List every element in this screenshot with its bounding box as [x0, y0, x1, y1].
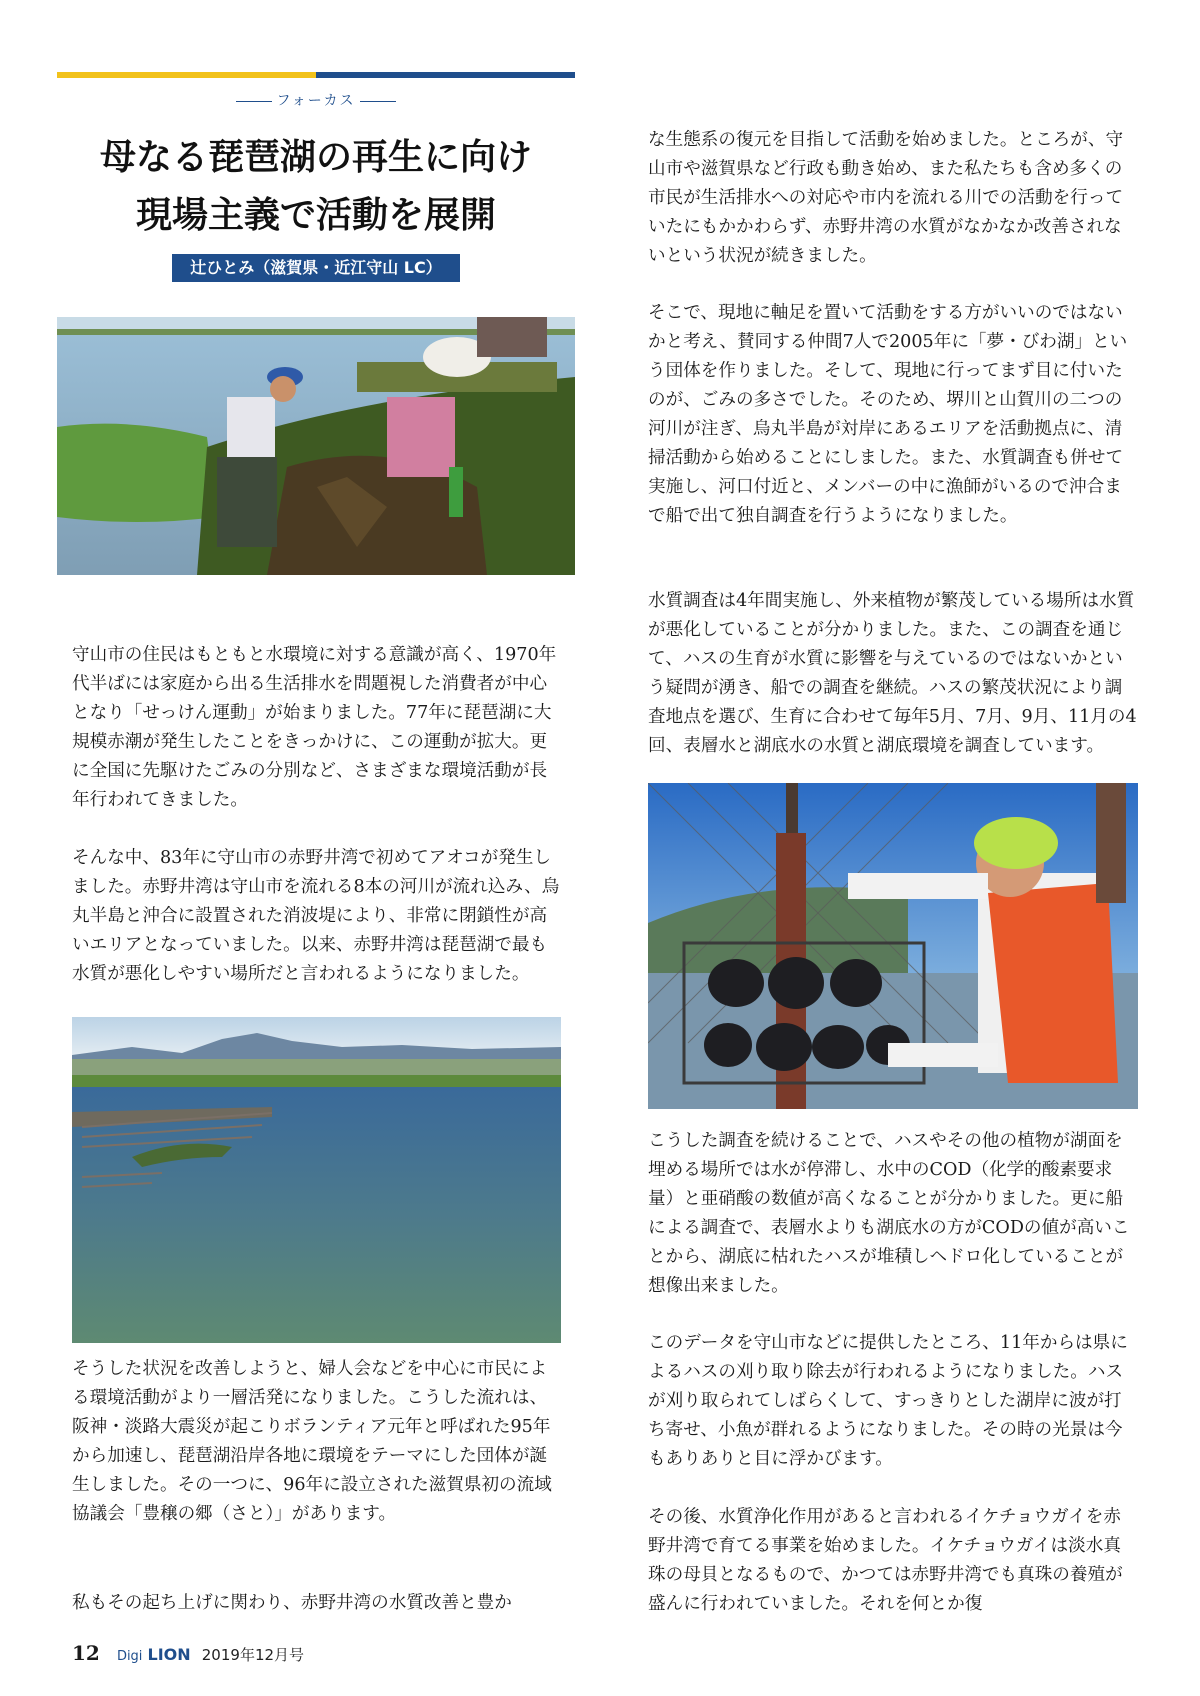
section-label-text: フォーカス — [276, 93, 356, 109]
photo-aerial-bay — [72, 1017, 561, 1343]
article-title — [57, 128, 575, 244]
right-paragraph-4: こうした調査を続けることで、ハスやその他の植物が湖面を埋める場所では水が停滞し、水中のCOD（化学的酸素要求量）と亜硝酸の数値が高くなることが分かりました。更に船による調査で、表層水よりも湖底水の方がCODの値が高いことから、湖底に枯れたハスが堆積しヘドロ化していることが想像出来ました。 — [648, 1131, 1130, 1296]
page-footer — [72, 1638, 304, 1668]
right-paragraph-6: その後、水質浄化作用があると言われるイケチョウガイを赤野井湾で育てる事業を始めました。イケチョウガイは淡水真珠の母貝となるもので、かつては赤野井湾でも真珠の養殖が盛んに行われていました。それを何とか復 — [648, 1507, 1123, 1614]
brand-name: LION — [147, 1645, 191, 1664]
photo-shell-cage — [648, 783, 1138, 1109]
title-line-1: 母なる琵琶湖の再生に向け — [99, 136, 532, 178]
photo-lakeshore-cleanup — [57, 317, 575, 575]
author-badge: 辻ひとみ（滋賀県・近江守山 LC） — [172, 254, 460, 282]
right-paragraph-5: このデータを守山市などに提供したところ、11年からは県によるハスの刈り取り除去が行われるようになりました。ハスが刈り取られてしばらくして、すっきりとした湖岸に波が打ち寄せ、小魚が群れるようになりました。その時の光景は今もありありと目に浮かびます。 — [648, 1333, 1128, 1469]
left-paragraph-1: 守山市の住民はもともと水環境に対する意識が高く、1970年代半ばには家庭から出る生活排水を問題視した消費者が中心となり「せっけん運動」が始まりました。77年に琵琶湖に大規模赤潮が発生したことをきっかけに、この運動が拡大。更に全国に先駆けたごみの分別など、さまざまな環境活動が長年行われてきました。 — [72, 645, 557, 810]
top-accent-bar — [57, 72, 575, 78]
section-label — [57, 90, 575, 110]
page-number: 12 — [72, 1641, 100, 1665]
left-paragraph-4: 私もその起ち上げに関わり、赤野井湾の水質改善と豊か — [72, 1593, 512, 1613]
left-paragraph-2: そんな中、83年に守山市の赤野井湾で初めてアオコが発生しました。赤野井湾は守山市を流れる8本の河川が流れ込み、烏丸半島と沖合に設置された消波堤により、非常に閉鎖性が高いエリアとなっていました。以来、赤野井湾は琵琶湖で最も水質が悪化しやすい場所だと言われるようになりました。 — [72, 848, 560, 984]
brand-prefix: Digi — [116, 1649, 143, 1664]
left-paragraph-3: そうした状況を改善しようと、婦人会などを中心に市民による環境活動がより一層活発になりました。こうした流れは、阪神・淡路大震災が起こりボランティア元年と呼ばれた95年から加速し、琵琶湖沿岸各地に環境をテーマにした団体が誕生しました。その一つに、96年に設立された滋賀県初の流域協議会「豊穣の郷（さと）」があります。 — [72, 1359, 552, 1524]
right-paragraph-3: 水質調査は4年間実施し、外来植物が繁茂している場所は水質が悪化していることが分かりました。また、この調査を通じて、ハスの生育が水質に影響を与えているのではないかという疑問が湧き、船での調査を継続。ハスの繁茂状況により調査地点を選び、生育に合わせて毎年5月、7月、9月、11月の4回、表層水と湖底水の水質と湖底環境を調査しています。 — [648, 591, 1137, 756]
right-paragraph-1: な生態系の復元を目指して活動を始めました。ところが、守山市や滋賀県など行政も動き始め、また私たちも含め多くの市民が生活排水への対応や市内を流れる川での活動を行っていたにもかかわらず、赤野井湾の水質がなかなか改善されないという状況が続きました。 — [648, 130, 1124, 266]
right-paragraph-2: そこで、現地に軸足を置いて活動をする方がいいのではないかと考え、賛同する仲間7人で2005年に「夢・びわ湖」という団体を作りました。そして、現地に行ってまず目に付いたのが、ごみの多さでした。そのため、堺川と山賀川の二つの河川が注ぎ、烏丸半島が対岸にあるエリアを活動拠点に、清掃活動から始めることにしました。また、水質調査も併せて実施し、河口付近と、メンバーの中に漁師がいるので沖合まで船で出て独自調査を行うようになりました。 — [648, 303, 1128, 526]
issue-date: 2019年12月号 — [201, 1646, 305, 1664]
title-line-2: 現場主義で活動を展開 — [135, 194, 496, 236]
